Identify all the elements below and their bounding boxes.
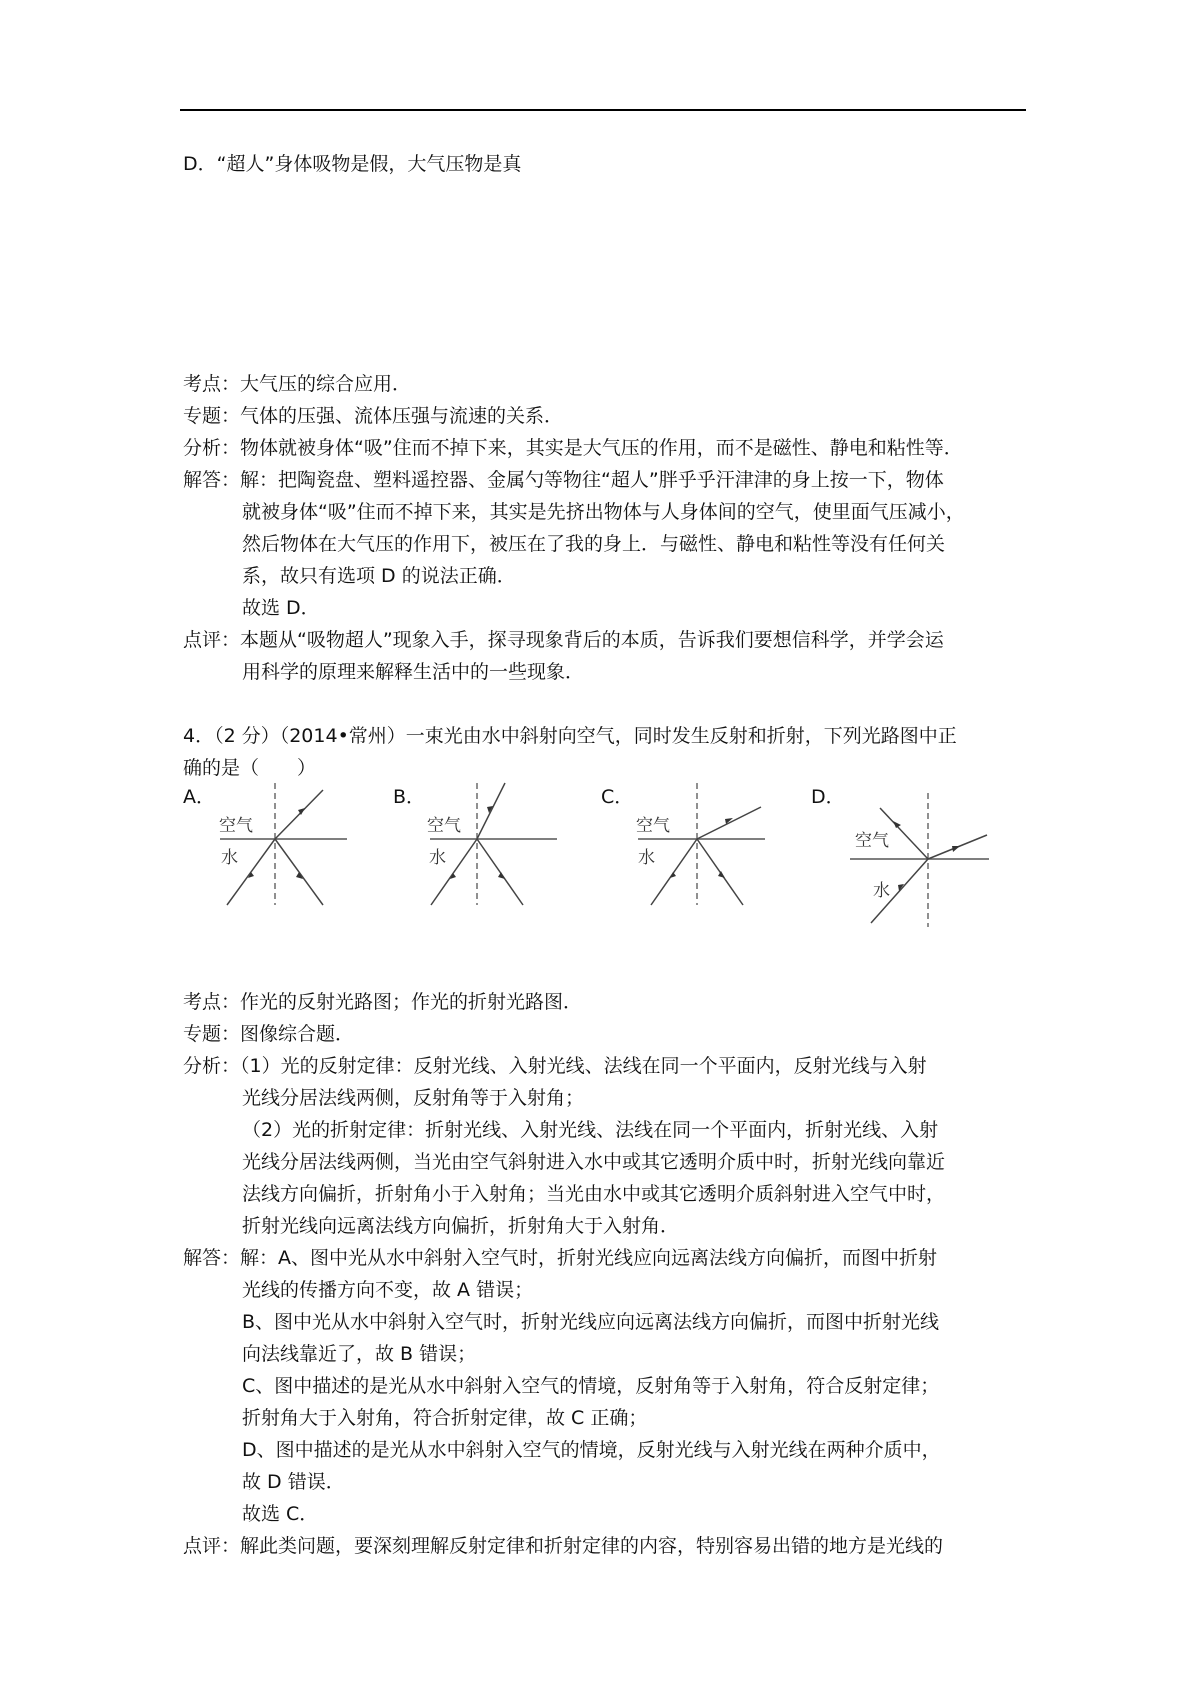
diagram-b: [425, 780, 560, 915]
q4-jieda-line: C、图中描述的是光从水中斜射入空气的情境，反射角等于入射角，符合反射定律；: [242, 1375, 940, 1397]
q4-kaodian: 考点：作光的反射光路图；作光的折射光路图．: [183, 991, 583, 1013]
q4-fenxi-line: 折射光线向远离法线方向偏折，折射角大于入射角．: [242, 1215, 680, 1237]
option-d-label: D．: [811, 786, 845, 808]
q4-dianping: 点评：解此类问题，要深刻理解反射定律和折射定律的内容，特别容易出错的地方是光线的: [183, 1535, 944, 1557]
diagram-a: [215, 780, 350, 915]
q4-fenxi-line: 分析：（1）光的反射定律：反射光线、入射光线、法线在同一个平面内，反射光线与入射: [183, 1055, 927, 1077]
air-label: 空气: [855, 831, 889, 851]
q4-zhuanti: 专题：图像综合题．: [183, 1023, 355, 1045]
option-c-label: C．: [601, 786, 634, 808]
q4-fenxi-line: 光线分居法线两侧，反射角等于入射角；: [242, 1087, 585, 1109]
q3-fenxi: 分析：物体就被身体“吸”住而不掉下来，其实是大气压的作用，而不是磁性、静电和粘性等．: [183, 437, 963, 459]
q4-jieda-line: 故选 C．: [242, 1503, 319, 1525]
air-label: 空气: [219, 816, 253, 836]
arrow-icon: [498, 872, 505, 879]
q4-jieda-line: 故 D 错误．: [242, 1471, 345, 1493]
diagram-c: [633, 780, 773, 915]
q3-kaodian: 考点：大气压的综合应用．: [183, 373, 412, 395]
q3-jieda-line: 就被身体“吸”住而不掉下来，其实是先挤出物体与人身体间的空气，使里面气压减小，: [242, 501, 965, 523]
q4-fenxi-line: 光线分居法线两侧，当光由空气斜射进入水中或其它透明介质中时，折射光线向靠近: [242, 1151, 946, 1173]
arrow-icon: [670, 872, 676, 878]
q4-stem-line: 确的是（ ）: [183, 757, 317, 779]
prev-option-d: D．“超人”身体吸物是假，大气压物是真: [183, 153, 522, 175]
incident-ray: [697, 839, 743, 905]
q4-jieda-line: 向法线靠近了，故 B 错误；: [242, 1343, 477, 1365]
q4-fenxi-line: （2）光的折射定律：折射光线、入射光线、法线在同一个平面内，折射光线、入射: [242, 1119, 939, 1141]
air-label: 空气: [427, 816, 461, 836]
q4-jieda-line: B、图中光从水中斜射入空气时，折射光线应向远离法线方向偏折，而图中折射光线: [242, 1311, 940, 1333]
header-rule: [180, 109, 1026, 111]
q4-jieda-line: D、图中描述的是光从水中斜射入空气的情境，反射光线与入射光线在两种介质中，: [242, 1439, 941, 1461]
q3-dianping-line: 用科学的原理来解释生活中的一些现象．: [242, 661, 585, 683]
q4-jieda-line: 光线的传播方向不变，故 A 错误；: [242, 1279, 534, 1301]
refracted-ray: [275, 790, 323, 839]
arrow-icon: [952, 846, 960, 852]
air-label: 空气: [636, 816, 670, 836]
q3-jieda-line: 系，故只有选项 D 的说法正确．: [242, 565, 516, 587]
diagram-d: [845, 790, 995, 930]
water-label: 水: [638, 848, 655, 868]
refracted-ray: [697, 807, 761, 839]
q4-jieda-line: 折射角大于入射角，符合折射定律，故 C 正确；: [242, 1407, 648, 1429]
q3-zhuanti: 专题：气体的压强、流体压强与流速的关系．: [183, 405, 564, 427]
reflected-ray: [651, 839, 697, 905]
q4-jieda-line: 解答：解：A、图中光从水中斜射入空气时，折射光线应向远离法线方向偏折，而图中折射: [183, 1247, 937, 1269]
arrow-icon: [893, 821, 901, 828]
q4-stem-line: 4．（2 分）（2014•常州）一束光由水中斜射向空气，同时发生反射和折射，下列光路图中正: [183, 725, 957, 747]
q3-jieda-line: 故选 D．: [242, 597, 320, 619]
water-label: 水: [429, 848, 446, 868]
option-a-label: A．: [183, 786, 215, 808]
arrow-icon: [718, 871, 725, 878]
water-label: 水: [221, 848, 238, 868]
refracted-ray: [477, 783, 505, 839]
incident-ray: [477, 839, 523, 905]
option-b-label: B．: [393, 786, 426, 808]
water-label: 水: [873, 881, 890, 901]
q4-fenxi-line: 法线方向偏折，折射角小于入射角；当光由水中或其它透明介质斜射进入空气中时，: [242, 1183, 946, 1205]
q3-jieda-line: 解答：解：把陶瓷盘、塑料遥控器、金属勺等物往“超人”胖乎乎汗津津的身上按一下，物体: [183, 469, 944, 491]
q3-dianping-line: 点评：本题从“吸物超人”现象入手，探寻现象背后的本质，告诉我们要想信科学，并学会运: [183, 629, 944, 651]
q3-jieda-line: 然后物体在大气压的作用下，被压在了我的身上．与磁性、静电和粘性等没有任何关: [242, 533, 946, 555]
